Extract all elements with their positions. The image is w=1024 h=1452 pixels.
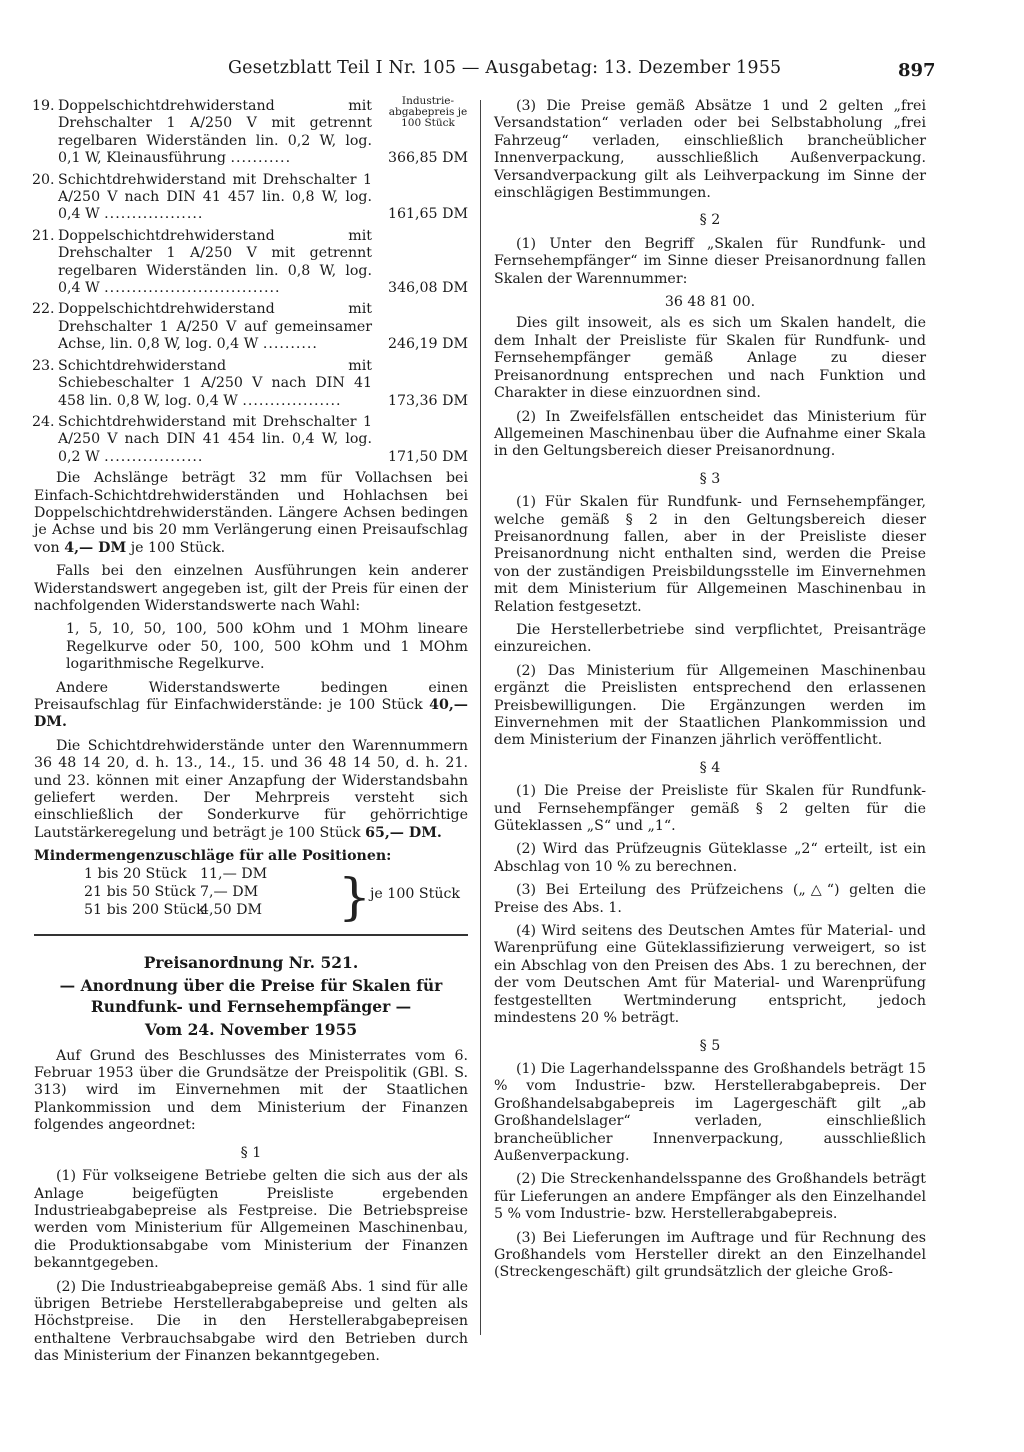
item-number: 22. <box>32 301 55 318</box>
section-4-heading: § 4 <box>699 759 721 776</box>
minder-qty: 1 bis 20 Stück <box>84 865 187 882</box>
section-3-para-1b: Die Herstellerbetriebe sind verpflichtet, Preisanträge einzureichen. <box>494 621 926 656</box>
item-text: Doppelschichtdrehwiderstand mit Drehschalter 1 A/250 V mit getrennt regelbaren Widerständen lin. 0,2 W, log. 0,1 W, Kleinausführung <box>58 98 372 167</box>
minder-title: Mindermengenzuschläge für alle Positionen: <box>34 848 392 865</box>
section-4-para-1: (1) Die Preise der Preisliste für Skalen für Rundfunk- und Fernsehempfänger gemäß § 2 gelten für die Güteklassen „S“ und „1“. <box>494 783 926 835</box>
section-rule <box>34 934 468 936</box>
minder-price: 7,— DM <box>200 883 259 900</box>
item-number: 20. <box>32 171 55 188</box>
preisanordnung-date: Vom 24. November 1955 <box>144 1019 358 1039</box>
item-number: 23. <box>32 357 55 374</box>
section-5-para-2: (2) Die Streckenhandelsspanne des Großhandels beträgt für Lieferungen an andere Empfänger als den Einzelhandel 5 % vom Industrie- bzw. Herstellerabgabepreis. <box>494 1171 926 1223</box>
item-price: 366,85 DM <box>387 150 468 167</box>
section-5-para-1: (1) Die Lagerhandelsspanne des Großhandels beträgt 15 % vom Industrie- bzw. Herstellerabgabepreis. Der Großhandelsabgabepreis im Lagergeschäft gilt „ab Großhandelslager“ verladen, einschließlich brancheüblicher Innenverpackung, ausschließlich Außenverpackung. <box>494 1060 926 1164</box>
item-text: Schichtdrehwiderstand mit Schiebeschalter 1 A/250 V nach DIN 41 458 lin. 0,8 W, log. 0,4 W <box>58 357 372 409</box>
paragraph-schichtdreh: Die Schichtdrehwiderstände unter den Warennummern 36 48 14 20, d. h. 13., 14., 15. und 36 48 14 50, d. h. 21. und 23. können mit einer Anzapfung der Widerstandsbahn geliefert werden. Der Mehrpreis versteht sich einschließlich der Sonderkurve für gehörrichtige Lautstärkeregelung und beträgt je 100 Stück 65,— DM. <box>34 737 468 841</box>
price-item-20: 20. Schichtdrehwiderstand mit Drehschalter 1 A/250 V nach DIN 41 457 lin. 0,8 W, log. 0,4 W .................. 161,65 DM <box>32 171 468 223</box>
minder-row <box>84 902 270 919</box>
section-4-para-4: (4) Wird seitens des Deutschen Amtes für Material- und Warenprüfung eine Güteklassifizierung verweigert, so ist ein Abschlag von den Preisen des Abs. 1 zu berechnen, der der vom Deutschen Amt für Material- und Warenprüfung festgestellten Wertminderung entspricht, jedoch mindestens 20 % beträgt. <box>494 923 926 1027</box>
item-text: Doppelschichtdrehwiderstand mit Drehschalter 1 A/250 V auf gemeinsamer Achse, lin. 0,8 W, log. 0,4 W <box>58 301 372 353</box>
brace-icon: } <box>338 869 372 927</box>
item-price: 173,36 DM <box>387 392 468 409</box>
minder-table <box>84 865 468 927</box>
price-item-21: 21. Doppelschichtdrehwiderstand mit Drehschalter 1 A/250 V mit getrennt regelbaren Widerständen lin. 0,8 W, log. 0,4 W ................................ 346,08 DM <box>32 227 468 297</box>
item-text: Doppelschichtdrehwiderstand mit Drehschalter 1 A/250 V mit getrennt regelbaren Widerständen lin. 0,8 W, log. 0,4 W <box>58 227 372 297</box>
minder-price: 11,— DM <box>200 865 268 882</box>
section-2-heading: § 2 <box>699 212 721 229</box>
section-2-para-2: (2) In Zweifelsfällen entscheidet das Ministerium für Allgemeinen Maschinenbau über die Aufnahme einer Skala in den Geltungsbereich dieser Preisanordnung. <box>494 408 926 460</box>
price-item-22: 22. Doppelschichtdrehwiderstand mit Drehschalter 1 A/250 V auf gemeinsamer Achse, lin. 0,8 W, log. 0,4 W .......... 246,19 DM <box>32 301 468 353</box>
item-number: 19. <box>32 98 55 114</box>
section-2-para-1b: Dies gilt insoweit, als es sich um Skalen handelt, die dem Inhalt der Preisliste für Skalen für Rundfunk- und Fernsehempfänger gemäß Anlage zu dieser Preisanordnung entsprechen und nach Funktion und Charakter in diese einzuordnen sind. <box>494 315 926 402</box>
column-divider <box>480 100 481 1335</box>
section-3-heading: § 3 <box>699 470 721 487</box>
section-3-para-2: (2) Das Ministerium für Allgemeinen Maschinenbau ergänzt die Preislisten entsprechend den erlassenen Preisbewilligungen. Die Ergänzungen werden im Einvernehmen mit der Staatlichen Plankommission und dem Ministerium der Finanzen jährlich veröffentlicht. <box>494 662 926 749</box>
section-5-para-3: (3) Bei Lieferungen im Auftrage und für Rechnung des Großhandels vom Hersteller direkt an den Einzelhandel (Streckengeschäft) gilt grundsätzlich der gleiche Groß- <box>494 1229 926 1281</box>
section-2-para-1: (1) Unter den Begriff „Skalen für Rundfunk- und Fernsehempfänger“ im Sinne dieser Preisanordnung fallen Skalen der Warennummer: <box>494 235 926 287</box>
paragraph-auf-grund: Auf Grund des Beschlusses des Ministerrates vom 6. Februar 1953 über die Grundsätze der Preispolitik (GBl. S. 313) wird im Einvernehmen mit der Staatlichen Plankommission und dem Ministerium der Finanzen folgendes angeordnet: <box>34 1047 468 1134</box>
minder-price: 4,50 DM <box>200 901 263 918</box>
paragraph-falls: Falls bei den einzelnen Ausführungen kein anderer Widerstandswert angegeben ist, gilt der Preis für einen der nachfolgenden Widerstandswerte nach Wahl: <box>34 563 468 614</box>
section-1-heading: § 1 <box>240 1144 262 1161</box>
paragraph-andere: Andere Widerstandswerte bedingen einen Preisaufschlag für Einfachwiderstände: je 100 Stück 40,— DM. <box>34 679 468 731</box>
minder-label: je 100 Stück <box>370 885 460 902</box>
item-price: 161,65 DM <box>387 206 468 223</box>
preisanordnung-title: — Anordnung über die Preise für Skalen für Rundfunk- und Fernsehempfänger — <box>59 975 443 1016</box>
section-1-para-3: (3) Die Preise gemäß Absätze 1 und 2 gelten „frei Versandstation“ verladen oder bei Selbstabholung „frei Fahrzeug“ verladen, einschließlich brancheüblicher Innenverpackung, ausschließlich Außenverpackung. Versandverpackung gilt als Leihverpackung im Sinne der einschlägigen Bestimmungen. <box>494 98 926 202</box>
warennummer: 36 48 81 00. <box>664 294 756 311</box>
item-price: 346,08 DM <box>387 280 468 297</box>
price-item-24: 24. Schichtdrehwiderstand mit Drehschalter 1 A/250 V nach DIN 41 454 lin. 0,4 W, log. 0,2 W .................. 171,50 DM <box>32 413 468 465</box>
section-3-para-1: (1) Für Skalen für Rundfunk- und Fernsehempfänger, welche gemäß § 2 in den Geltungsbereich dieser Preisanordnung fallen, aber in der Preisliste dieser Preisanordnung nicht enthalten sind, werden die Preise von der zuständigen Preisbildungsstelle im Einvernehmen mit dem Ministerium für Allgemeinen Maschinenbau in Relation festgesetzt. <box>494 494 926 615</box>
minder-qty: 51 bis 200 Stück <box>84 901 205 918</box>
preisanordnung-number: Preisanordnung Nr. 521. <box>143 952 359 972</box>
section-1-para-2: (2) Die Industrieabgabepreise gemäß Abs. 1 sind für alle übrigen Betriebe Herstellerabgabepreise und gelten als Höchstpreise. Die in den Herstellerabgabepreisen enthaltene Verbrauchsabgabe wird den Betrieben durch das Ministerium der Finanzen bekanntgegeben. <box>34 1278 468 1365</box>
minder-qty: 21 bis 50 Stück <box>84 883 196 900</box>
price-list <box>32 95 468 466</box>
price-item-19: 19. Doppelschichtdrehwiderstand mit Drehschalter 1 A/250 V mit getrennt regelbaren Widerständen lin. 0,2 W, log. 0,1 W, Kleinausführung ........... 366,85 DM <box>32 98 468 167</box>
item-text: Schichtdrehwiderstand mit Drehschalter 1 A/250 V nach DIN 41 457 lin. 0,8 W, log. 0,4 W <box>58 171 372 223</box>
section-5-heading: § 5 <box>699 1037 721 1054</box>
item-number: 24. <box>32 413 55 430</box>
header-title: Gesetzblatt Teil I Nr. 105 — Ausgabetag: 13. Dezember 1955 <box>228 58 782 78</box>
section-4-para-3: (3) Bei Erteilung des Prüfzeichens („△“) gelten die Preise des Abs. 1. <box>494 882 926 916</box>
right-column <box>494 98 926 1288</box>
price-column-header: Industrie-abgabepreis je 100 Stück <box>388 95 468 129</box>
left-column <box>32 95 468 1372</box>
item-number: 21. <box>32 227 55 244</box>
item-price: 246,19 DM <box>387 336 468 353</box>
minder-row <box>84 866 270 883</box>
item-price: 171,50 DM <box>387 448 468 465</box>
page-header <box>0 56 1024 84</box>
paragraph-achslaenge: Die Achslänge beträgt 32 mm für Vollachsen bei Einfach-Schichtdrehwiderständen und Hohlachsen bei Doppelschichtdrehwiderständen. Längere Achsen bedingen je Achse und bis 20 mm Verlängerung einen Preisaufschlag von 4,— DM je 100 Stück. <box>34 470 468 556</box>
price-item-23: 23. Schichtdrehwiderstand mit Schiebeschalter 1 A/250 V nach DIN 41 458 lin. 0,8 W, log. 0,4 W .................. 173,36 DM <box>32 357 468 409</box>
minder-row <box>84 884 270 901</box>
item-text: Schichtdrehwiderstand mit Drehschalter 1 A/250 V nach DIN 41 454 lin. 0,4 W, log. 0,2 W <box>58 413 372 465</box>
page-number: 897 <box>898 60 936 81</box>
section-4-para-2: (2) Wird das Prüfzeugnis Güteklasse „2“ erteilt, ist ein Abschlag von 10 % zu berechnen. <box>494 841 926 875</box>
section-1-para-1: (1) Für volkseigene Betriebe gelten die sich aus der als Anlage beigefügten Preisliste ergebenden Industrieabgabepreise als Festpreise. Die Betriebspreise werden vom Ministerium für Allgemeinen Maschinenbau, die Produktionsabgabe vom Ministerium der Finanzen bekanntgegeben. <box>34 1168 468 1272</box>
paragraph-widerstandswerte: 1, 5, 10, 50, 100, 500 kOhm und 1 MOhm lineare Regelkurve oder 50, 100, 500 kOhm und 1 MOhm logarithmische Regelkurve. <box>66 621 468 673</box>
